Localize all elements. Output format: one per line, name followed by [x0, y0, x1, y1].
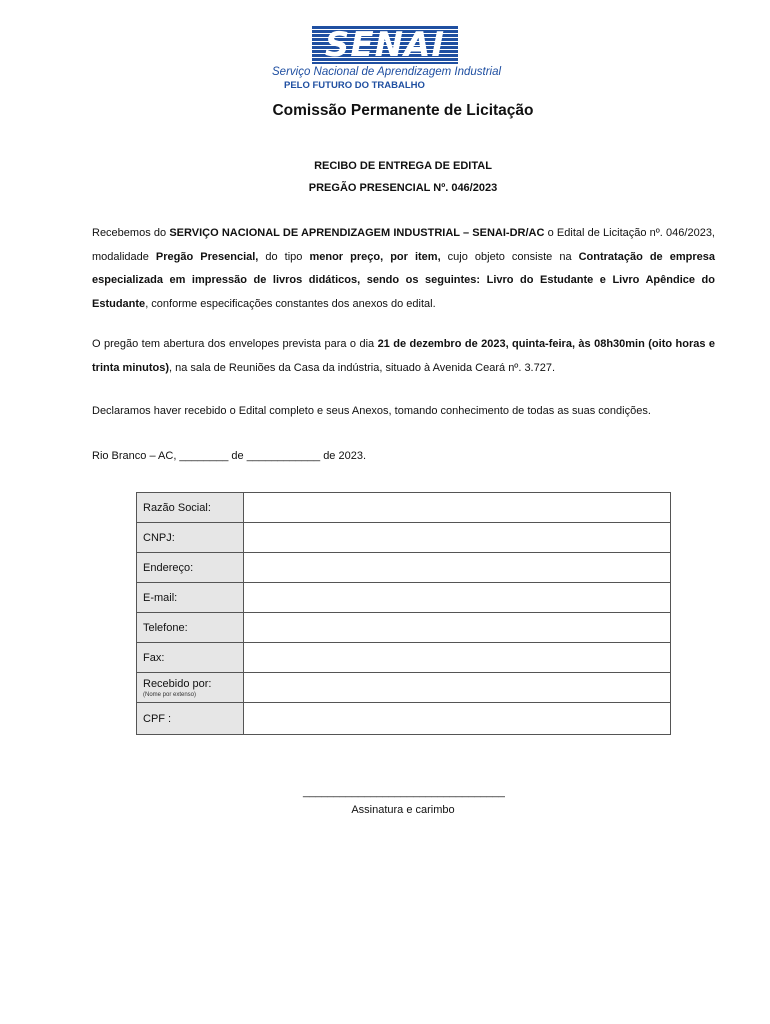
form-label: CNPJ: — [137, 523, 244, 553]
receipt-paragraph — [92, 222, 715, 316]
text-bold: SERVIÇO NACIONAL DE APRENDIZAGEM INDUSTRIAL – SENAI-DR/AC — [169, 227, 545, 239]
telefone-field[interactable] — [244, 613, 671, 643]
signature-label: Assinatura e carimbo — [351, 804, 455, 816]
form-label: CPF : — [137, 703, 244, 735]
text-bold: Pregão Presencial, — [155, 250, 259, 263]
cnpj-field[interactable] — [244, 523, 671, 553]
form-row — [137, 493, 671, 523]
recebido-por-field[interactable] — [244, 673, 671, 703]
form-label: Razão Social: — [137, 493, 244, 523]
text-bold: Contratação de empresa especializada em impressão de livros didáticos, sendo os seguintes: Livro do Estudante e Livro Apêndice do Estudante — [92, 250, 715, 310]
cpf-field[interactable] — [244, 703, 671, 735]
logo-brand-text: SENAI — [324, 25, 446, 65]
opening-paragraph — [92, 333, 715, 380]
text-bold: menor preço, por item, — [309, 250, 441, 263]
form-row — [137, 583, 671, 613]
commission-heading: Comissão Permanente de Licitação — [272, 102, 534, 119]
razao-social-field[interactable] — [244, 493, 671, 523]
form-label — [137, 673, 244, 703]
form-sublabel-text: (Nome por extenso) — [143, 691, 197, 698]
form-label: Telefone: — [137, 613, 244, 643]
form-row — [137, 673, 671, 703]
form-label: E-mail: — [137, 583, 244, 613]
fax-field[interactable] — [244, 643, 671, 673]
text-span: , na sala de Reuniões da Casa da indústria, situado à Avenida Ceará nº. 3.727. — [169, 361, 556, 374]
text-span: Recebemos do — [92, 227, 170, 239]
email-field[interactable] — [244, 583, 671, 613]
text-bold: 21 de dezembro de 2023, quinta-feira, às 08h30min (oito horas e trinta minutos) — [92, 338, 715, 374]
text-span: cujo objeto consiste na — [440, 250, 579, 263]
receipt-form-table — [136, 492, 671, 735]
text-span: , conforme especificações constantes dos anexos do edital. — [145, 297, 436, 310]
text-span: o Edital de Licitação nº. 046/2023, modalidade — [92, 227, 715, 263]
form-row — [137, 553, 671, 583]
senai-logo — [272, 26, 502, 91]
document-subtitle: PREGÃO PRESENCIAL Nº. 046/2023 — [308, 182, 498, 194]
form-label-text: Recebido por: — [143, 677, 212, 690]
form-label: Fax: — [137, 643, 244, 673]
signature-line: _________________________________ — [303, 786, 505, 798]
form-row — [137, 643, 671, 673]
endereco-field[interactable] — [244, 553, 671, 583]
text-span: do tipo — [258, 250, 310, 263]
senai-logo-mark — [312, 26, 458, 64]
document-title: RECIBO DE ENTREGA DE EDITAL — [314, 160, 492, 172]
form-row — [137, 703, 671, 735]
form-row — [137, 523, 671, 553]
form-row — [137, 613, 671, 643]
declaration-paragraph: Declaramos haver recebido o Edital completo e seus Anexos, tomando conhecimento de todas as suas condições. — [92, 405, 651, 417]
place-date-line: Rio Branco – AC, ________ de ____________ de 2023. — [92, 450, 367, 462]
logo-subtitle: Serviço Nacional de Aprendizagem Industrial — [272, 66, 502, 78]
form-label: Endereço: — [137, 553, 244, 583]
logo-tagline: PELO FUTURO DO TRABALHO — [284, 80, 425, 91]
text-span: O pregão tem abertura dos envelopes prevista para o dia — [92, 338, 378, 350]
